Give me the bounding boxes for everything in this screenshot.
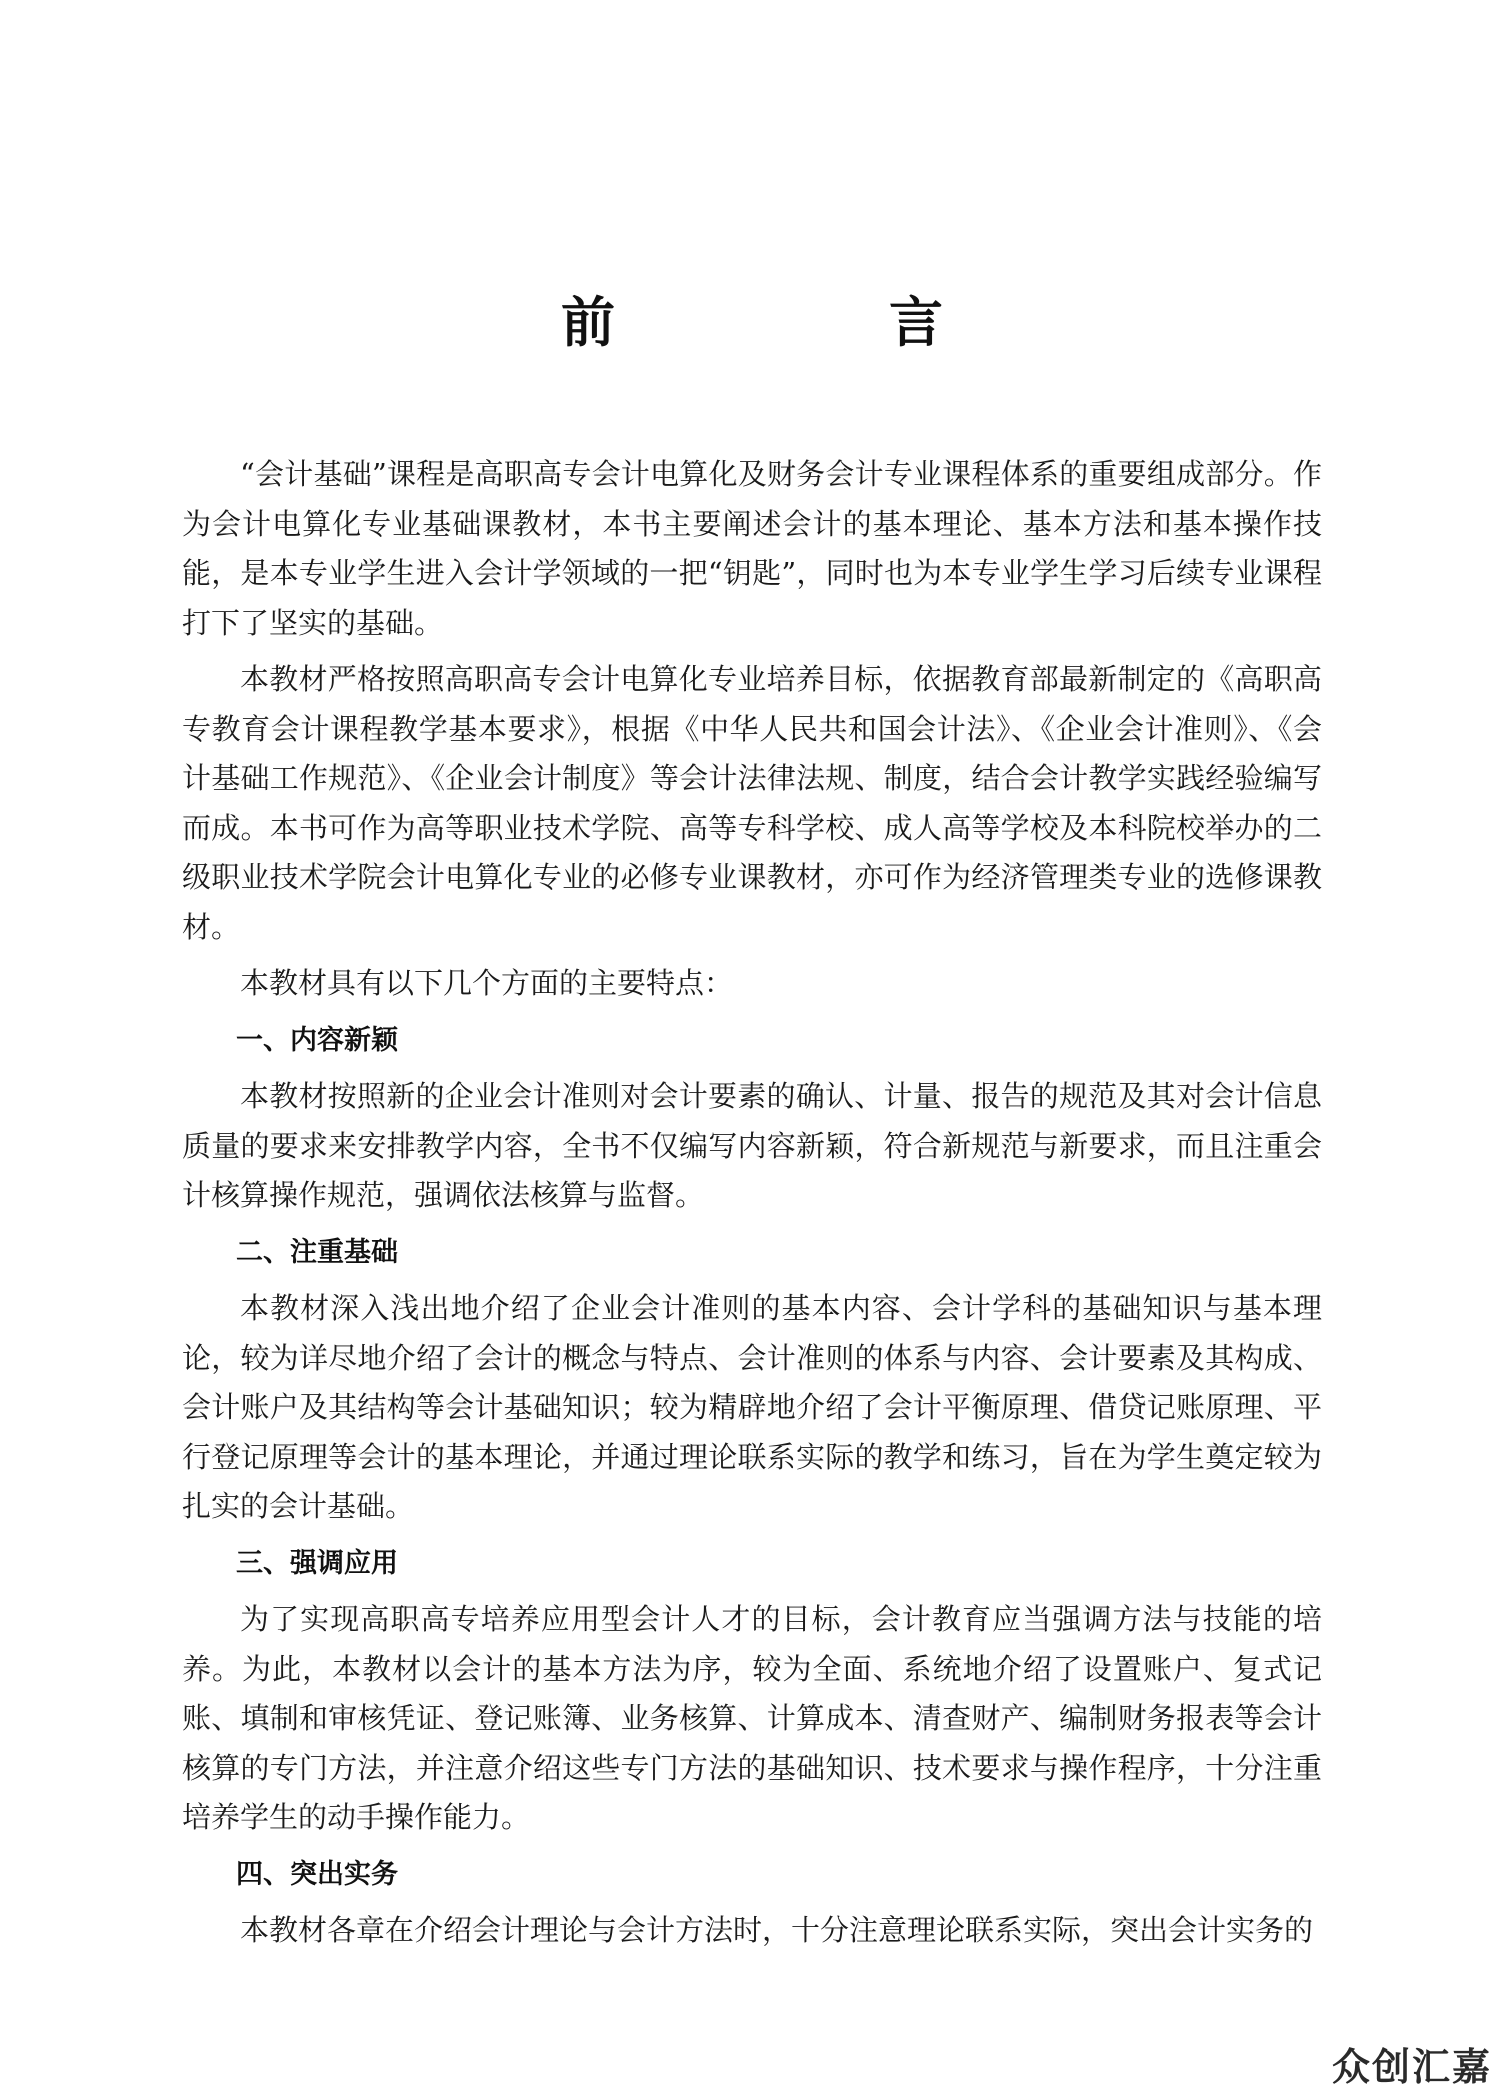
section-text-practice: 本教材各章在介绍会计理论与会计方法时，十分注意理论联系实际，突出会计实务的 — [240, 1913, 1314, 1947]
page-title: 前 言 — [561, 290, 1053, 354]
section-heading-content: 一、内容新颖 — [236, 1024, 398, 1056]
section-heading-foundation: 二、注重基础 — [236, 1236, 398, 1268]
section-text-content: 本教材按照新的企业会计准则对会计要素的确认、计量、报告的规范及其对会计信息质量的要求来安排教学内容，全书不仅编写内容新颖，符合新规范与新要求，而且注重会计核算操作规范，强调依法核算与监督。 — [182, 1079, 1322, 1212]
paragraph-features-lead: 本教材具有以下几个方面的主要特点： — [240, 966, 734, 1000]
paragraph-basis: 本教材严格按照高职高专会计电算化专业培养目标，依据教育部最新制定的《高职高专教育会计课程教学基本要求》，根据《中华人民共和国会计法》、《企业会计准则》、《会计基础工作规范》、《企业会计制度》等会计法律法规、制度，结合会计教学实践经验编写而成。本书可作为高等职业技术学院、高等专科学校、成人高等学校及本科院校举办的二级职业技术学院会计电算化专业的必修专业课教材，亦可作为经济管理类专业的选修课教材。 — [182, 662, 1322, 944]
preface-body — [182, 450, 1322, 1963]
section-heading-practice: 四、突出实务 — [236, 1858, 398, 1890]
watermark-logo: 众创汇嘉 — [1331, 2045, 1492, 2089]
section-text-application: 为了实现高职高专培养应用型会计人才的目标，会计教育应当强调方法与技能的培养。为此，本教材以会计的基本方法为序，较为全面、系统地介绍了设置账户、复式记账、填制和审核凭证、登记账簿、业务核算、计算成本、清查财产、编制财务报表等会计核算的专门方法，并注意介绍这些专门方法的基础知识、技术要求与操作程序，十分注重培养学生的动手操作能力。 — [182, 1602, 1322, 1834]
section-heading-application: 三、强调应用 — [236, 1547, 398, 1579]
section-text-foundation: 本教材深入浅出地介绍了企业会计准则的基本内容、会计学科的基础知识与基本理论，较为详尽地介绍了会计的概念与特点、会计准则的体系与内容、会计要素及其构成、会计账户及其结构等会计基础知识；较为精辟地介绍了会计平衡原理、借贷记账原理、平行登记原理等会计的基本理论，并通过理论联系实际的教学和练习，旨在为学生奠定较为扎实的会计基础。 — [182, 1291, 1322, 1523]
paragraph-intro: “会计基础”课程是高职高专会计电算化及财务会计专业课程体系的重要组成部分。作为会计电算化专业基础课教材，本书主要阐述会计的基本理论、基本方法和基本操作技能，是本专业学生进入会计学领域的一把“钥匙”，同时也为本专业学生学习后续专业课程打下了坚实的基础。 — [182, 457, 1322, 640]
